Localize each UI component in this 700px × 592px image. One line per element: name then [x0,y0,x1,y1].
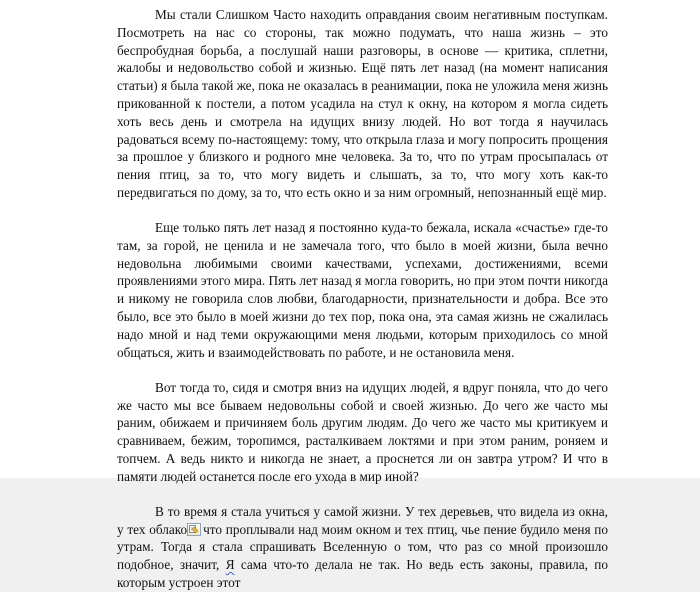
paragraph-1 [117,6,608,202]
document-body[interactable] [117,6,608,592]
paragraph-1-text: Мы стали Слишком Часто находить оправдания своим негативным поступкам. Посмотреть на нас со стороны, так можно подумать, что наша жизнь – это беспробудная борьба, а послушай наши разговоры, в основе — критика, сплетни, жалобы и недовольство собой и жизнью. Ещё пять лет назад (на момент написания статьи) я была такой же, пока не оказалась в реанимации, пока не уложила меня жизнь прикованной к постели, а потом усадила на стул к окну, на котором я могла сидеть хоть весь день и смотрела на идущих внизу людей. Но вот тогда я научилась радоваться всему по-настоящему: тому, что открыла глаза и могу попросить прощения за прошлое у близкого и родного мне человека. За то, что по утрам просыпалась от пения птиц, за то, что могу видеть и слышать, за то, что могу хоть как-то передвигаться по дому, за то, что есть окно и за ним огромный, непознанный ещё мир. [117,7,608,200]
smart-tag-glyph [189,525,199,534]
paragraph-4 [117,503,608,592]
paragraph-3 [117,379,608,486]
paragraph-4-text-middle: что проплывали над моим окном и тех птиц, чье пение будило меня по утрам. Тогда я стала спрашивать Вселенную о том, что раз со мной произошло подобное, значит, [117,521,609,573]
smart-tag-icon[interactable] [187,523,201,536]
paragraph-4-text-start: В то время я стала учиться у самой жизни. У тех деревьев, что видела из окна, у тех облако [117,503,608,537]
spelling-flagged-word[interactable]: Я [225,557,235,573]
paragraph-2 [117,219,608,361]
paragraph-2-text: Еще только пять лет назад я постоянно куда-то бежала, искала «счастье» где-то там, за горой, не ценила и не замечала того, что было в моей жизни, была вечно недовольна любимыми своими качествами, успехами, достижениями, всеми проявлениями этого мира. Пять лет назад я могла говорить, но при этом почти никогда и никому не говорила слов любви, благодарности, признательности и добра. Все это было, все это было в моей жизни до тех пор, пока она, эта самая жизнь не сжалилась надо мной и над теми окружающими меня людьми, которым приходилось со мной общаться, жить и взаимодействовать по работе, и не остановила меня. [117,220,608,360]
paragraph-4-text-end: сама что-то делала не так. Но ведь есть законы, правила, по которым устроен этот [117,557,608,590]
paragraph-3-text: Вот тогда то, сидя и смотря вниз на идущих людей, я вдруг поняла, что до чего же часто мы все бываем недовольны собой и своей жизнью. До чего же часто мы раним, обижаем и причиняем боль другим людям. До чего же часто мы критикуем и сравниваем, бежим, торопимся, расталкиваем локтями и при этом раним, роняем и топчем. А ведь никто и никогда не знает, а проснется ли он завтра утром? И что в памяти людей останется после его ухода в мир иной? [117,379,608,484]
